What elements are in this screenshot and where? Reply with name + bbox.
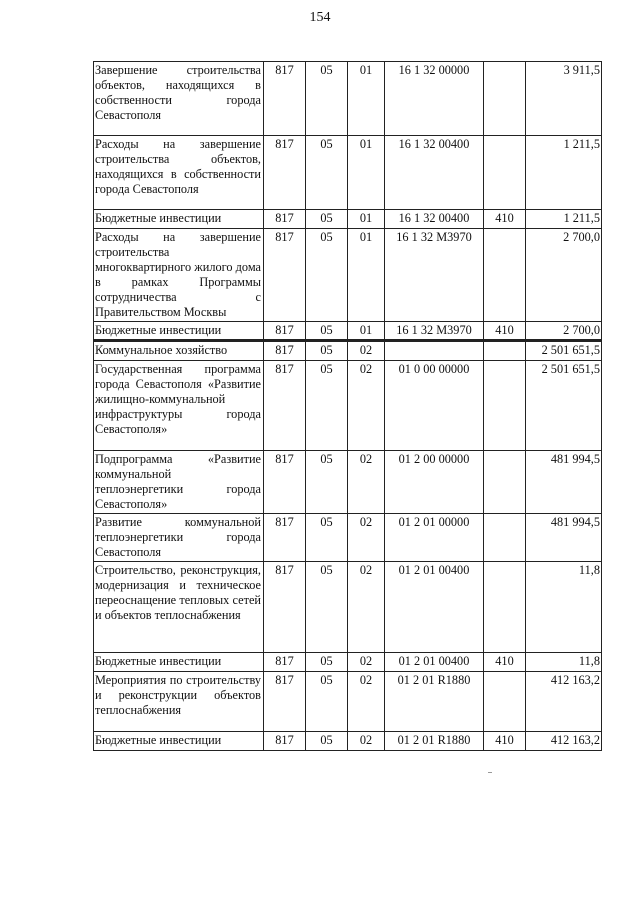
table-row (94, 672, 602, 732)
table-row (94, 62, 602, 136)
cell-amount: 2 501 651,5 (526, 361, 602, 451)
cell-subsection: 02 (348, 672, 385, 732)
cell-expense-type (484, 562, 526, 653)
cell-target-article: 01 2 01 00400 (385, 562, 484, 653)
table-row (94, 451, 602, 514)
cell-ministry-code: 817 (264, 322, 306, 341)
cell-subsection: 02 (348, 451, 385, 514)
cell-target-article: 01 2 00 00000 (385, 451, 484, 514)
cell-target-article: 16 1 32 М3970 (385, 322, 484, 341)
cell-expense-type: 410 (484, 210, 526, 229)
cell-ministry-code: 817 (264, 229, 306, 322)
cell-amount: 11,8 (526, 562, 602, 653)
cell-target-article: 01 0 00 00000 (385, 361, 484, 451)
cell-name: Расходы на завершение строительства объектов, находящихся в собственности города Севастополя (94, 136, 264, 210)
cell-ministry-code: 817 (264, 514, 306, 562)
cell-expense-type (484, 361, 526, 451)
table-row (94, 514, 602, 562)
table-row (94, 361, 602, 451)
cell-section: 05 (306, 732, 348, 751)
cell-section: 05 (306, 451, 348, 514)
cell-target-article: 16 1 32 00400 (385, 136, 484, 210)
cell-ministry-code: 817 (264, 562, 306, 653)
cell-amount: 481 994,5 (526, 451, 602, 514)
cell-name: Бюджетные инвестиции (94, 322, 264, 341)
cell-subsection: 02 (348, 341, 385, 361)
cell-target-article: 01 2 01 00000 (385, 514, 484, 562)
cell-ministry-code: 817 (264, 136, 306, 210)
cell-section: 05 (306, 361, 348, 451)
cell-amount: 2 501 651,5 (526, 341, 602, 361)
cell-expense-type (484, 514, 526, 562)
table-row (94, 653, 602, 672)
cell-section: 05 (306, 136, 348, 210)
table-row (94, 136, 602, 210)
cell-section: 05 (306, 562, 348, 653)
cell-section: 05 (306, 672, 348, 732)
cell-target-article: 01 2 01 R1880 (385, 732, 484, 751)
cell-ministry-code: 817 (264, 451, 306, 514)
cell-name: Бюджетные инвестиции (94, 210, 264, 229)
cell-expense-type (484, 672, 526, 732)
cell-subsection: 02 (348, 732, 385, 751)
cell-target-article (385, 341, 484, 361)
cell-subsection: 01 (348, 136, 385, 210)
table-row (94, 341, 602, 361)
cell-name: Государственная программа города Севастополя «Развитие жилищно-коммунальной инфраструктуры города Севастополя» (94, 361, 264, 451)
cell-ministry-code: 817 (264, 62, 306, 136)
cell-subsection: 02 (348, 562, 385, 653)
scan-mark (488, 772, 492, 773)
cell-expense-type (484, 62, 526, 136)
table-row (94, 562, 602, 653)
cell-amount: 412 163,2 (526, 732, 602, 751)
cell-amount: 11,8 (526, 653, 602, 672)
cell-name: Строительство, реконструкция, модернизация и техническое переоснащение тепловых сетей и объектов теплоснабжения (94, 562, 264, 653)
cell-target-article: 16 1 32 00400 (385, 210, 484, 229)
cell-section: 05 (306, 322, 348, 341)
cell-name: Подпрограмма «Развитие коммунальной теплоэнергетики города Севастополя» (94, 451, 264, 514)
cell-ministry-code: 817 (264, 672, 306, 732)
cell-subsection: 01 (348, 229, 385, 322)
cell-subsection: 01 (348, 210, 385, 229)
cell-amount: 2 700,0 (526, 322, 602, 341)
cell-expense-type (484, 341, 526, 361)
cell-name: Расходы на завершение строительства многоквартирного жилого дома в рамках Программы сотрудничества с Правительством Москвы (94, 229, 264, 322)
cell-ministry-code: 817 (264, 210, 306, 229)
cell-section: 05 (306, 229, 348, 322)
cell-name: Бюджетные инвестиции (94, 653, 264, 672)
cell-section: 05 (306, 653, 348, 672)
cell-name: Мероприятия по строительству и реконструкции объектов теплоснабжения (94, 672, 264, 732)
page-number: 154 (309, 10, 331, 25)
cell-subsection: 01 (348, 322, 385, 341)
cell-amount: 3 911,5 (526, 62, 602, 136)
cell-expense-type: 410 (484, 732, 526, 751)
cell-name: Развитие коммунальной теплоэнергетики города Севастополя (94, 514, 264, 562)
cell-expense-type (484, 229, 526, 322)
cell-target-article: 01 2 01 00400 (385, 653, 484, 672)
cell-amount: 481 994,5 (526, 514, 602, 562)
table-row (94, 322, 602, 341)
cell-section: 05 (306, 514, 348, 562)
cell-expense-type (484, 136, 526, 210)
cell-amount: 412 163,2 (526, 672, 602, 732)
table-body (94, 62, 602, 751)
cell-expense-type (484, 451, 526, 514)
cell-expense-type: 410 (484, 322, 526, 341)
cell-target-article: 16 1 32 00000 (385, 62, 484, 136)
cell-ministry-code: 817 (264, 341, 306, 361)
cell-target-article: 01 2 01 R1880 (385, 672, 484, 732)
cell-subsection: 01 (348, 62, 385, 136)
cell-target-article: 16 1 32 М3970 (385, 229, 484, 322)
cell-ministry-code: 817 (264, 732, 306, 751)
cell-amount: 2 700,0 (526, 229, 602, 322)
cell-amount: 1 211,5 (526, 210, 602, 229)
cell-name: Бюджетные инвестиции (94, 732, 264, 751)
budget-table (93, 61, 602, 751)
table-row (94, 732, 602, 751)
cell-subsection: 02 (348, 361, 385, 451)
cell-subsection: 02 (348, 514, 385, 562)
cell-subsection: 02 (348, 653, 385, 672)
cell-ministry-code: 817 (264, 361, 306, 451)
table-row (94, 229, 602, 322)
table-row (94, 210, 602, 229)
cell-section: 05 (306, 341, 348, 361)
cell-section: 05 (306, 62, 348, 136)
cell-expense-type: 410 (484, 653, 526, 672)
cell-name: Завершение строительства объектов, находящихся в собственности города Севастополя (94, 62, 264, 136)
cell-amount: 1 211,5 (526, 136, 602, 210)
cell-name: Коммунальное хозяйство (94, 341, 264, 361)
cell-section: 05 (306, 210, 348, 229)
cell-ministry-code: 817 (264, 653, 306, 672)
